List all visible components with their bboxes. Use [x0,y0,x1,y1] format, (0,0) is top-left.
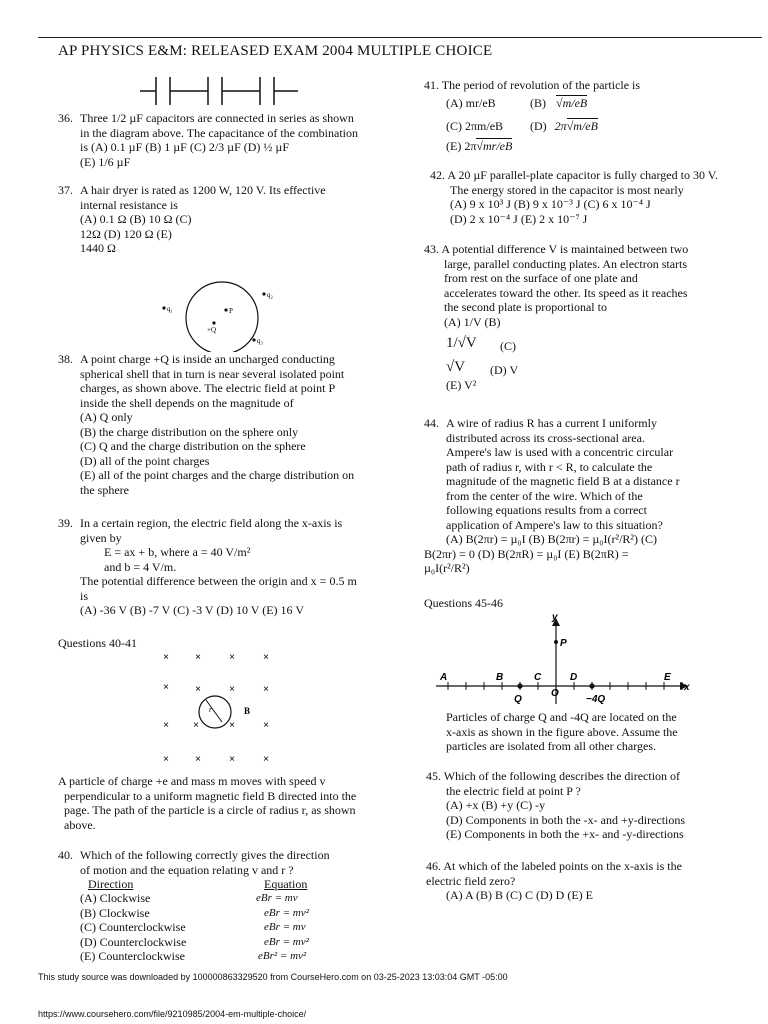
q42-line: (A) 9 x 10³ J (B) 9 x 10⁻³ J (C) 6 x 10⁻⁴ J [450,197,651,211]
q44-line: A wire of radius R has a current I uniformly [446,416,657,430]
para-line: above. [64,817,96,832]
para-line: x-axis as shown in the figure above. Assume the [446,724,678,739]
q39-line: In a certain region, the electric field along the x-axis is [80,516,343,530]
q43-option-c-expr: √V [446,359,466,375]
q36-line: Three 1/2 µF capacitors are connected in series as shown [80,111,354,125]
problem-40-41-description [58,774,388,832]
field-into-page-mark: × [163,652,169,663]
q45-line: (D) Components in both the -x- and +y-directions [446,812,686,827]
q39-line: given by [80,530,122,545]
label-q1: q₁ [167,305,173,313]
q43-line: accelerates toward the other. Its speed as it reaches [444,285,688,300]
question-41 [424,78,754,93]
q43-line: the second plate is proportional to [444,300,607,314]
charge-label-q: Q [514,694,522,705]
q45-line: (A) +x (B) +y (C) -y [446,798,546,812]
point-label-a: A [440,672,448,683]
q40-line: of motion and the equation relating v and r ? [80,862,294,877]
q39-line: is [80,588,89,603]
q43-line: 43. A potential difference V is maintained between two [424,242,689,256]
q42-line: The energy stored in the capacitor is most nearly [450,182,684,197]
q44-line: Ampere's law is used with a concentric circular [446,445,674,459]
point-label-e: E [664,672,671,683]
label-p: P [560,638,567,649]
q44-options: (A) B(2πr) = µ₀I (B) B(2πr) = µ₀I(r²/R²) (C) [446,532,657,546]
sqrt-expression: √m/eB [566,119,598,133]
q40-options-table [80,891,370,964]
q38-option-d: (D) all of the point charges [80,453,210,468]
q39-options: (A) -36 V (B) -7 V (C) -3 V (D) 10 V (E) 16 V [80,603,304,617]
label-r: r [209,705,213,714]
q37-line: internal resistance is [80,197,178,212]
q38-option-e: (E) all of the point charges and the charge distribution on [80,468,355,482]
q44-options: µ₀I(r²/R²) [424,561,470,575]
q46-line: 46. At which of the labeled points on the x-axis is the [426,859,682,873]
question-44 [424,416,754,576]
charge-label-minus-4q: −4Q [586,694,606,705]
q39-line: The potential difference between the origin and x = 0.5 m [80,574,357,588]
q40-row-direction: (A) Clockwise [80,891,151,905]
q42-line: (D) 2 x 10⁻⁴ J (E) 2 x 10⁻⁷ J [450,211,588,226]
magnetic-field-diagram [150,650,280,770]
q40-row-equation: eBr = mv² [264,935,309,948]
para-line: perpendicular to a uniform magnetic field B directed into the [64,788,357,803]
q41-line: 41. The period of revolution of the particle is [424,78,641,92]
field-into-page-mark: × [229,684,235,695]
sqrt-body: mr/eB [482,139,513,153]
q37-line: (A) 0.1 Ω (B) 10 Ω (C) [80,212,192,226]
q38-option-c: (C) Q and the charge distribution on the sphere [80,439,306,453]
field-into-page-mark: × [263,652,269,663]
question-37 [58,183,388,256]
para-line: page. The path of the particle is a circle of radius r, as shown [64,803,356,817]
label-p: P [229,307,233,315]
q37-line: 12Ω (D) 120 Ω (E) [80,226,172,241]
q39-line: and b = 4 V/m. [104,559,177,574]
q36-line: is (A) 0.1 µF (B) 1 µF (C) 2/3 µF (D) ½ µF [80,140,289,154]
q46-line: electric field zero? [426,873,516,888]
q46-options: (A) A (B) B (C) C (D) D (E) E [446,888,593,902]
q43-option-e: (E) V² [446,378,477,392]
q44-line: following equations results from a correct [446,503,647,517]
q39-line: E = ax + b, where a = 40 V/m² [104,545,251,559]
q38-line: A point charge +Q is inside an uncharged conducting [80,352,335,366]
label-q2: q₂ [267,291,273,299]
q37-line: A hair dryer is rated as 1200 W, 120 V. Its effective [80,183,326,197]
q40-row-direction: (C) Counterclockwise [80,920,186,934]
coeff: 2π [554,119,567,133]
field-into-page-mark: × [229,720,235,731]
q45-line: (E) Components in both the +x- and -y-directions [446,827,684,841]
q41-option-a: (A) mr/eB [446,96,496,110]
question-40 [58,848,388,877]
q43-line: large, parallel conducting plates. An electron starts [444,256,688,271]
q44-line: distributed across its cross-sectional area. [446,430,645,445]
option-letter: (B) [530,96,546,110]
sqrt-expression: √m/eB [556,96,588,110]
top-rule [38,37,762,38]
q44-options: B(2πr) = 0 (D) B(2πR) = µ₀I (E) B(2πR) = [424,546,629,561]
axis-label-x: x [684,682,690,693]
q41-option-e [446,139,512,154]
para-line: Particles of charge Q and -4Q are located on the [446,710,677,724]
question-38 [58,352,388,497]
problem-45-46-description [446,710,756,754]
q41-option-d [530,119,598,134]
q36-line: in the diagram above. The capacitance of the combination [80,125,358,140]
q45-line: the electric field at point P ? [446,783,581,798]
q44-line: magnitude of the magnetic field B at a distance r [446,474,680,488]
download-notice: This study source was downloaded by 100000863329520 from CourseHero.com on 03-25-2023 13:03:04 GMT -05:00 [38,972,508,982]
axis-label-y: y [552,612,558,623]
label-plus-q: +Q [207,326,217,334]
field-into-page-mark: × [193,720,199,731]
q36-line: (E) 1/6 µF [80,154,131,169]
q37-line: 1440 Ω [80,241,116,255]
field-into-page-mark: × [195,684,201,695]
q41-option-c: (C) 2πm/eB [446,119,504,133]
question-43 [424,242,754,329]
q40-row-equation: eBr = mv [264,921,306,933]
source-url[interactable]: https://www.coursehero.com/file/9210985/2004-em-multiple-choice/ [38,1009,307,1019]
question-46 [426,859,756,903]
question-number: 37. [58,183,73,197]
q40-row-equation: eBr = mv² [264,906,309,919]
question-42 [430,168,760,226]
shell-charges-diagram [150,280,290,352]
q40-row-equation: eBr = mv [256,892,298,904]
field-into-page-mark: × [163,720,169,731]
charges-on-axis-diagram [428,612,694,708]
origin-label: O [551,688,559,699]
section-heading-45-46: Questions 45-46 [424,596,503,610]
q38-option-a: (A) Q only [80,410,133,424]
point-label-d: D [570,672,578,683]
option-letter: (E) 2π [446,139,477,153]
capacitor-series-diagram [140,74,300,108]
q43-line: from rest on the surface of one plate and [444,271,638,285]
question-number: 44. [424,416,439,430]
q40-row-direction: (D) Counterclockwise [80,934,187,949]
q40-row-equation: eBr² = mv² [258,950,307,962]
question-45 [426,769,756,842]
field-into-page-mark: × [163,754,169,765]
field-into-page-mark: × [163,682,169,693]
point-label-b: B [496,672,504,683]
field-into-page-mark: × [263,754,269,765]
q40-line: Which of the following correctly gives the direction [80,848,330,862]
q44-line: application of Ampere's law to this situation? [446,517,663,532]
q38-line: spherical shell that in turn is near several isolated point [80,366,345,381]
q43-line: (A) 1/V (B) [444,314,501,329]
field-into-page-mark: × [195,652,201,663]
q43-option-b-expr: 1/√V [446,335,477,351]
para-line: particles are isolated from all other charges. [446,739,657,753]
q44-line: path of radius r, with r < R, to calculate the [446,459,653,474]
q43-option-c: (C) [500,339,516,353]
q40-row-direction: (B) Clockwise [80,905,150,920]
question-number: 36. [58,111,73,125]
page-title: AP PHYSICS E&M: RELEASED EXAM 2004 MULTIPLE CHOICE [58,43,493,59]
sqrt-expression: √mr/eB [476,139,513,153]
q38-option-e-cont: the sphere [80,482,129,497]
question-number: 38. [58,352,73,366]
label-b: B [244,706,251,716]
sqrt-body: m/eB [573,119,598,133]
q44-line: from the center of the wire. Which of the [446,488,643,503]
q40-direction-header: Direction [88,877,134,891]
q43-option-d: (D) V [490,363,519,377]
q40-row-direction: (E) Counterclockwise [80,949,185,963]
q38-option-b: (B) the charge distribution on the sphere only [80,424,299,439]
sqrt-body: m/eB [562,96,588,110]
field-into-page-mark: × [263,720,269,731]
section-heading-40-41: Questions 40-41 [58,636,137,650]
field-into-page-mark: × [229,652,235,663]
para-line: A particle of charge +e and mass m moves with speed v [58,774,326,788]
question-number: 39. [58,516,73,530]
q40-equation-header: Equation [264,877,308,891]
label-q3: q₃ [257,337,263,345]
question-number: 40. [58,848,73,862]
question-39 [58,516,388,618]
q38-line: charges, as shown above. The electric field at point P [80,381,336,395]
point-label-c: C [534,672,542,683]
q45-line: 45. Which of the following describes the direction of [426,769,681,783]
field-into-page-mark: × [195,754,201,765]
question-36 [58,111,388,169]
field-into-page-mark: × [229,754,235,765]
q38-line: inside the shell depends on the magnitude of [80,395,294,410]
q42-line: 42. A 20 µF parallel-plate capacitor is fully charged to 30 V. [430,168,718,182]
q41-option-b [530,96,587,111]
field-into-page-mark: × [263,684,269,695]
option-letter: (D) [530,119,547,133]
